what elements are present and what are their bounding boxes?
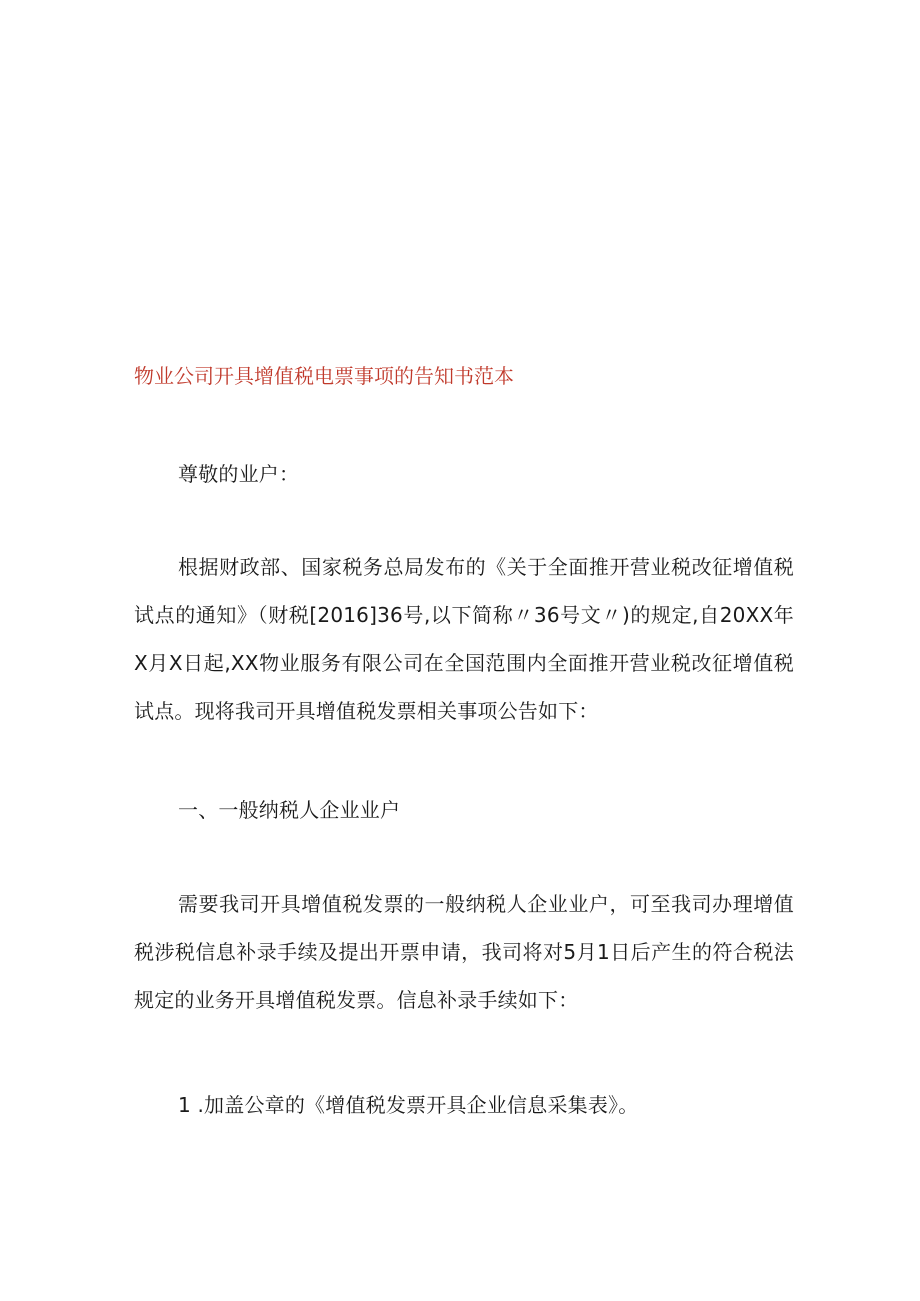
section-heading: 一、一般纳税人企业业户 (178, 798, 401, 822)
section-body-paragraph: 需要我司开具增值税发票的一般纳税人企业业户，可至我司办理增值税涉税信息补录手续及提出开票申请，我司将对5月1日后产生的符合税法规定的业务开具增值税发票。信息补录手续如下： (134, 892, 794, 1012)
document-title: 物业公司开具增值税电票事项的告知书范本 (134, 364, 514, 388)
greeting: 尊敬的业户： (178, 462, 300, 486)
intro-paragraph: 根据财政部、国家税务总局发布的《关于全面推开营业税改征增值税试点的通知》（财税[2016]36号,以下简称〃36号文〃)的规定,自20XX年X月X日起,XX物业服务有限公司在全国范围内全面推开营业税改征增值税试点。现将我司开具增值税发票相关事项公告如下： (134, 555, 794, 723)
list-item-1: 1 .加盖公章的《增值税发票开具企业信息采集表》。 (178, 1093, 639, 1117)
